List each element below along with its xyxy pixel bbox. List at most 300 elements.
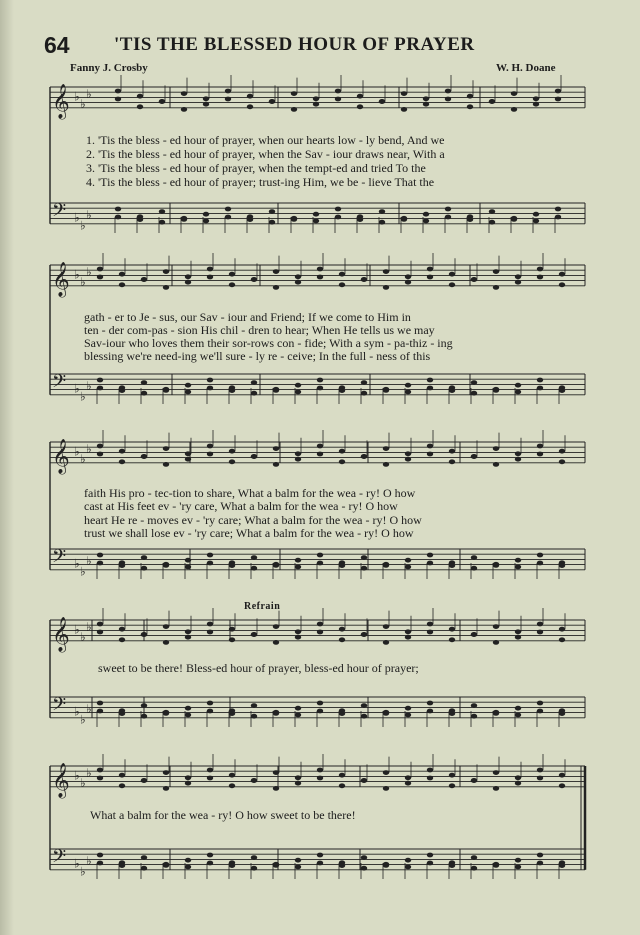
note-head: [339, 863, 345, 868]
note-head: [361, 454, 367, 459]
flat-icon: ♭: [86, 264, 92, 279]
note-head: [207, 630, 213, 635]
note-head: [185, 629, 191, 634]
lyric-line-refrain: sweet to be there! Bless-ed hour of prayer, bless-ed hour of prayer;: [98, 661, 419, 675]
note-head: [207, 768, 213, 773]
note-head: [405, 383, 411, 388]
note-head: [295, 713, 301, 718]
note-head: [449, 863, 455, 868]
note-head: [97, 275, 103, 280]
note-head: [427, 768, 433, 773]
treble-clef-icon: 𝄞: [52, 616, 70, 652]
note-head: [361, 778, 367, 783]
note-head: [445, 89, 451, 94]
note-head: [559, 711, 565, 716]
note-head: [185, 858, 191, 863]
note-head: [383, 446, 389, 451]
note-head: [427, 275, 433, 280]
note-head: [335, 89, 341, 94]
note-head: [405, 858, 411, 863]
note-head: [141, 703, 147, 708]
note-head: [251, 714, 257, 719]
flat-icon: ♭: [80, 275, 86, 290]
note-head: [273, 387, 279, 392]
note-head: [511, 216, 517, 221]
note-head: [427, 622, 433, 627]
note-head: [537, 267, 543, 272]
note-head: [449, 783, 455, 788]
lyric-line-verse-1: gath - er to Je - sus, our Sav - iour and Friend; If we come to Him in: [84, 310, 411, 324]
note-head: [295, 274, 301, 279]
treble-clef-icon: 𝄞: [52, 762, 70, 798]
note-head: [273, 462, 279, 467]
note-head: [97, 709, 103, 714]
note-head: [559, 637, 565, 642]
note-head: [537, 378, 543, 383]
note-head: [163, 770, 169, 775]
note-head: [207, 444, 213, 449]
note-head: [97, 776, 103, 781]
note-head: [185, 781, 191, 786]
note-head: [137, 104, 143, 109]
note-head: [229, 388, 235, 393]
note-head: [489, 99, 495, 104]
note-head: [247, 104, 253, 109]
note-head: [339, 783, 345, 788]
note-head: [317, 768, 323, 773]
note-head: [383, 640, 389, 645]
note-head: [317, 561, 323, 566]
flat-icon: ♭: [80, 97, 86, 112]
flat-icon: ♭: [74, 210, 80, 225]
note-head: [97, 378, 103, 383]
note-head: [515, 635, 521, 640]
note-head: [229, 637, 235, 642]
note-head: [493, 640, 499, 645]
note-head: [97, 553, 103, 558]
note-head: [251, 566, 257, 571]
flat-icon: ♭: [80, 630, 86, 645]
note-head: [427, 776, 433, 781]
flat-icon: ♭: [86, 441, 92, 456]
bass-clef-icon: 𝄢: [52, 200, 67, 226]
note-head: [317, 622, 323, 627]
note-head: [97, 561, 103, 566]
note-head: [207, 452, 213, 457]
note-head: [405, 629, 411, 634]
note-head: [229, 863, 235, 868]
note-head: [405, 781, 411, 786]
note-head: [229, 459, 235, 464]
flat-icon: ♭: [86, 86, 92, 101]
flat-icon: ♭: [86, 208, 92, 222]
note-head: [427, 267, 433, 272]
note-head: [273, 770, 279, 775]
note-head: [163, 446, 169, 451]
note-head: [383, 462, 389, 467]
note-head: [555, 89, 561, 94]
note-head: [401, 91, 407, 96]
note-head: [97, 267, 103, 272]
lyric-line-verse-4: blessing we're need-ing we'll sure - ly re - ceive; In the full - ness of this: [84, 349, 431, 363]
note-head: [493, 624, 499, 629]
note-head: [471, 866, 477, 871]
note-head: [229, 783, 235, 788]
note-head: [537, 709, 543, 714]
note-head: [119, 449, 125, 454]
note-head: [335, 97, 341, 102]
note-head: [423, 96, 429, 101]
flat-icon: ♭: [86, 854, 92, 868]
note-head: [273, 562, 279, 567]
note-head: [471, 778, 477, 783]
note-head: [273, 446, 279, 451]
flat-icon: ♭: [80, 452, 86, 467]
note-head: [339, 627, 345, 632]
note-head: [273, 862, 279, 867]
note-head: [339, 388, 345, 393]
note-head: [207, 709, 213, 714]
note-head: [163, 640, 169, 645]
flat-icon: ♭: [80, 776, 86, 791]
note-head: [313, 219, 319, 224]
note-head: [251, 391, 257, 396]
note-head: [515, 565, 521, 570]
note-head: [317, 630, 323, 635]
note-head: [379, 99, 385, 104]
note-head: [405, 390, 411, 395]
note-head: [119, 637, 125, 642]
note-head: [383, 862, 389, 867]
bass-clef-icon: 𝄢: [52, 371, 67, 397]
note-head: [317, 553, 323, 558]
note-head: [229, 449, 235, 454]
note-head: [115, 97, 121, 102]
note-head: [383, 710, 389, 715]
note-head: [339, 449, 345, 454]
note-head: [313, 102, 319, 107]
note-head: [251, 703, 257, 708]
note-head: [449, 563, 455, 568]
note-head: [185, 865, 191, 870]
note-head: [449, 449, 455, 454]
note-head: [273, 786, 279, 791]
note-head: [295, 451, 301, 456]
note-head: [291, 107, 297, 112]
note-head: [317, 452, 323, 457]
note-head: [405, 865, 411, 870]
note-head: [269, 99, 275, 104]
note-head: [515, 713, 521, 718]
lyric-line-verse-1: faith His pro - tec-tion to share, What a balm for the wea - ry! O how: [84, 486, 416, 500]
note-head: [449, 272, 455, 277]
note-head: [361, 703, 367, 708]
note-head: [159, 220, 165, 225]
note-head: [361, 566, 367, 571]
note-head: [357, 104, 363, 109]
note-head: [163, 562, 169, 567]
note-head: [515, 280, 521, 285]
note-head: [405, 457, 411, 462]
note-head: [449, 388, 455, 393]
note-head: [427, 561, 433, 566]
note-head: [317, 275, 323, 280]
note-head: [295, 781, 301, 786]
note-head: [405, 558, 411, 563]
note-head: [251, 866, 257, 871]
note-head: [207, 622, 213, 627]
note-head: [515, 775, 521, 780]
note-head: [119, 459, 125, 464]
composer-credit: W. H. Doane: [496, 62, 556, 74]
note-head: [383, 624, 389, 629]
note-head: [317, 861, 323, 866]
note-head: [181, 216, 187, 221]
note-head: [335, 215, 341, 220]
note-head: [207, 267, 213, 272]
note-head: [489, 220, 495, 225]
note-head: [97, 622, 103, 627]
note-head: [273, 640, 279, 645]
note-head: [229, 711, 235, 716]
note-head: [357, 94, 363, 99]
note-head: [493, 387, 499, 392]
flat-icon: ♭: [74, 768, 80, 783]
note-head: [185, 383, 191, 388]
note-head: [405, 565, 411, 570]
note-head: [141, 277, 147, 282]
note-head: [383, 285, 389, 290]
note-head: [423, 102, 429, 107]
note-head: [427, 444, 433, 449]
note-head: [467, 94, 473, 99]
note-head: [471, 855, 477, 860]
note-head: [427, 630, 433, 635]
note-head: [313, 96, 319, 101]
note-head: [119, 773, 125, 778]
note-head: [207, 853, 213, 858]
note-head: [273, 269, 279, 274]
note-head: [185, 775, 191, 780]
note-head: [251, 778, 257, 783]
note-head: [471, 380, 477, 385]
note-head: [537, 561, 543, 566]
note-head: [559, 627, 565, 632]
note-head: [405, 706, 411, 711]
note-head: [493, 862, 499, 867]
note-head: [203, 212, 209, 217]
note-head: [449, 459, 455, 464]
note-head: [295, 775, 301, 780]
note-head: [163, 387, 169, 392]
note-head: [137, 94, 143, 99]
note-head: [141, 566, 147, 571]
note-head: [555, 207, 561, 212]
note-head: [207, 776, 213, 781]
lyric-line-refrain-end: What a balm for the wea - ry! O how sweet to be there!: [90, 808, 356, 822]
note-head: [559, 863, 565, 868]
hymn-title: 'TIS THE BLESSED HOUR OF PRAYER: [114, 34, 475, 55]
note-head: [229, 272, 235, 277]
note-head: [119, 563, 125, 568]
note-head: [163, 462, 169, 467]
note-head: [515, 457, 521, 462]
hymn-number: 64: [44, 32, 70, 58]
note-head: [317, 776, 323, 781]
note-head: [97, 630, 103, 635]
note-head: [383, 786, 389, 791]
note-head: [357, 217, 363, 222]
note-head: [555, 97, 561, 102]
note-head: [511, 107, 517, 112]
note-head: [383, 269, 389, 274]
note-head: [229, 773, 235, 778]
note-head: [119, 863, 125, 868]
note-head: [427, 553, 433, 558]
note-head: [313, 212, 319, 217]
note-head: [291, 91, 297, 96]
note-head: [251, 555, 257, 560]
note-head: [537, 776, 543, 781]
note-head: [115, 207, 121, 212]
note-head: [401, 107, 407, 112]
note-head: [427, 378, 433, 383]
flat-icon: ♭: [74, 856, 80, 871]
bass-clef-icon: 𝄢: [52, 846, 67, 872]
flat-icon: ♭: [74, 622, 80, 637]
note-head: [97, 701, 103, 706]
note-head: [207, 861, 213, 866]
note-head: [423, 212, 429, 217]
note-head: [181, 91, 187, 96]
note-head: [269, 209, 275, 214]
note-head: [251, 454, 257, 459]
note-head: [247, 94, 253, 99]
note-head: [559, 773, 565, 778]
note-head: [317, 267, 323, 272]
note-head: [537, 275, 543, 280]
note-head: [181, 107, 187, 112]
flat-icon: ♭: [74, 267, 80, 282]
note-head: [247, 217, 253, 222]
note-head: [163, 786, 169, 791]
lyric-line-verse-2: cast at His feet ev - 'ry care, What a balm for the wea - ry! O how: [84, 499, 398, 513]
flat-icon: ♭: [86, 379, 92, 393]
flat-icon: ♭: [74, 704, 80, 719]
note-head: [471, 566, 477, 571]
note-head: [537, 630, 543, 635]
note-head: [427, 709, 433, 714]
flat-icon: ♭: [74, 89, 80, 104]
flat-icon: ♭: [86, 765, 92, 780]
note-head: [383, 562, 389, 567]
note-head: [251, 277, 257, 282]
note-head: [405, 274, 411, 279]
note-head: [317, 709, 323, 714]
note-head: [537, 553, 543, 558]
flat-icon: ♭: [80, 864, 86, 879]
note-head: [401, 216, 407, 221]
note-head: [97, 386, 103, 391]
note-head: [207, 386, 213, 391]
note-head: [119, 388, 125, 393]
note-head: [295, 383, 301, 388]
note-head: [295, 457, 301, 462]
bass-clef-icon: 𝄢: [52, 546, 67, 572]
note-head: [361, 714, 367, 719]
note-head: [141, 714, 147, 719]
note-head: [515, 383, 521, 388]
note-head: [493, 446, 499, 451]
note-head: [141, 632, 147, 637]
note-head: [445, 97, 451, 102]
lyric-line-verse-2: ten - der com-pas - sion His chil - dren to hear; When He tells us we may: [84, 323, 435, 337]
note-head: [203, 96, 209, 101]
note-head: [515, 858, 521, 863]
note-head: [361, 855, 367, 860]
note-head: [295, 280, 301, 285]
note-head: [185, 274, 191, 279]
note-head: [203, 102, 209, 107]
note-head: [445, 207, 451, 212]
note-head: [515, 629, 521, 634]
note-head: [141, 380, 147, 385]
note-head: [225, 207, 231, 212]
note-head: [229, 282, 235, 287]
note-head: [295, 706, 301, 711]
note-head: [361, 277, 367, 282]
note-head: [515, 451, 521, 456]
note-head: [515, 274, 521, 279]
note-head: [467, 104, 473, 109]
note-head: [185, 713, 191, 718]
note-head: [379, 220, 385, 225]
flat-icon: ♭: [74, 381, 80, 396]
note-head: [115, 215, 121, 220]
note-head: [537, 452, 543, 457]
note-head: [295, 390, 301, 395]
note-head: [405, 635, 411, 640]
flat-icon: ♭: [86, 554, 92, 568]
note-head: [339, 282, 345, 287]
note-head: [141, 855, 147, 860]
lyric-line-verse-4: trust we shall lose ev - 'ry care; What a balm for the wea - ry! O how: [84, 526, 414, 540]
note-head: [295, 865, 301, 870]
note-head: [141, 391, 147, 396]
note-head: [119, 711, 125, 716]
note-head: [445, 215, 451, 220]
note-head: [273, 285, 279, 290]
note-head: [295, 858, 301, 863]
lyric-line-verse-4: 4. 'Tis the bless - ed hour of prayer; trust-ing Him, we be - lieve That the: [86, 175, 435, 189]
note-head: [97, 452, 103, 457]
note-head: [269, 220, 275, 225]
note-head: [361, 391, 367, 396]
note-head: [273, 710, 279, 715]
note-head: [97, 853, 103, 858]
note-head: [251, 855, 257, 860]
flat-icon: ♭: [80, 712, 86, 727]
note-head: [449, 637, 455, 642]
note-head: [537, 622, 543, 627]
bass-clef-icon: 𝄢: [52, 694, 67, 720]
note-head: [559, 563, 565, 568]
note-head: [559, 783, 565, 788]
note-head: [291, 216, 297, 221]
note-head: [97, 861, 103, 866]
note-head: [339, 773, 345, 778]
note-head: [115, 89, 121, 94]
